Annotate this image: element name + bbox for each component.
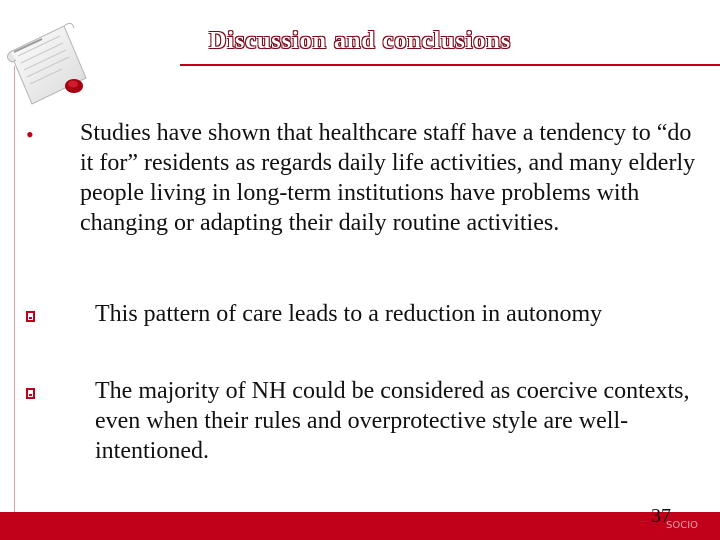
footer-watermark: SOCIO [666, 520, 699, 531]
square-bullet-icon [26, 311, 35, 322]
title-underline [180, 64, 720, 66]
sub-point-1-text: This pattern of care leads to a reduction in autonomy [95, 301, 603, 327]
main-point-text: Studies have shown that healthcare staff have a tendency to “do it for” residents as regards daily life activities, and many elderly people living in long-term institutions have problems with changing or adapting their daily routine activities. [80, 120, 696, 236]
round-bullet: • [26, 122, 34, 147]
page-number: 37 [651, 505, 671, 527]
scroll-with-seal-icon [2, 12, 92, 112]
sub-point-2-text: The majority of NH could be considered as coercive contexts, even when their rules and overprotective style are well-intentioned. [95, 378, 690, 464]
slide-left-border [14, 66, 15, 512]
square-bullet-icon [26, 388, 35, 399]
slide-title: Discussion and conclusions [208, 28, 512, 54]
footer-bar [0, 512, 720, 540]
